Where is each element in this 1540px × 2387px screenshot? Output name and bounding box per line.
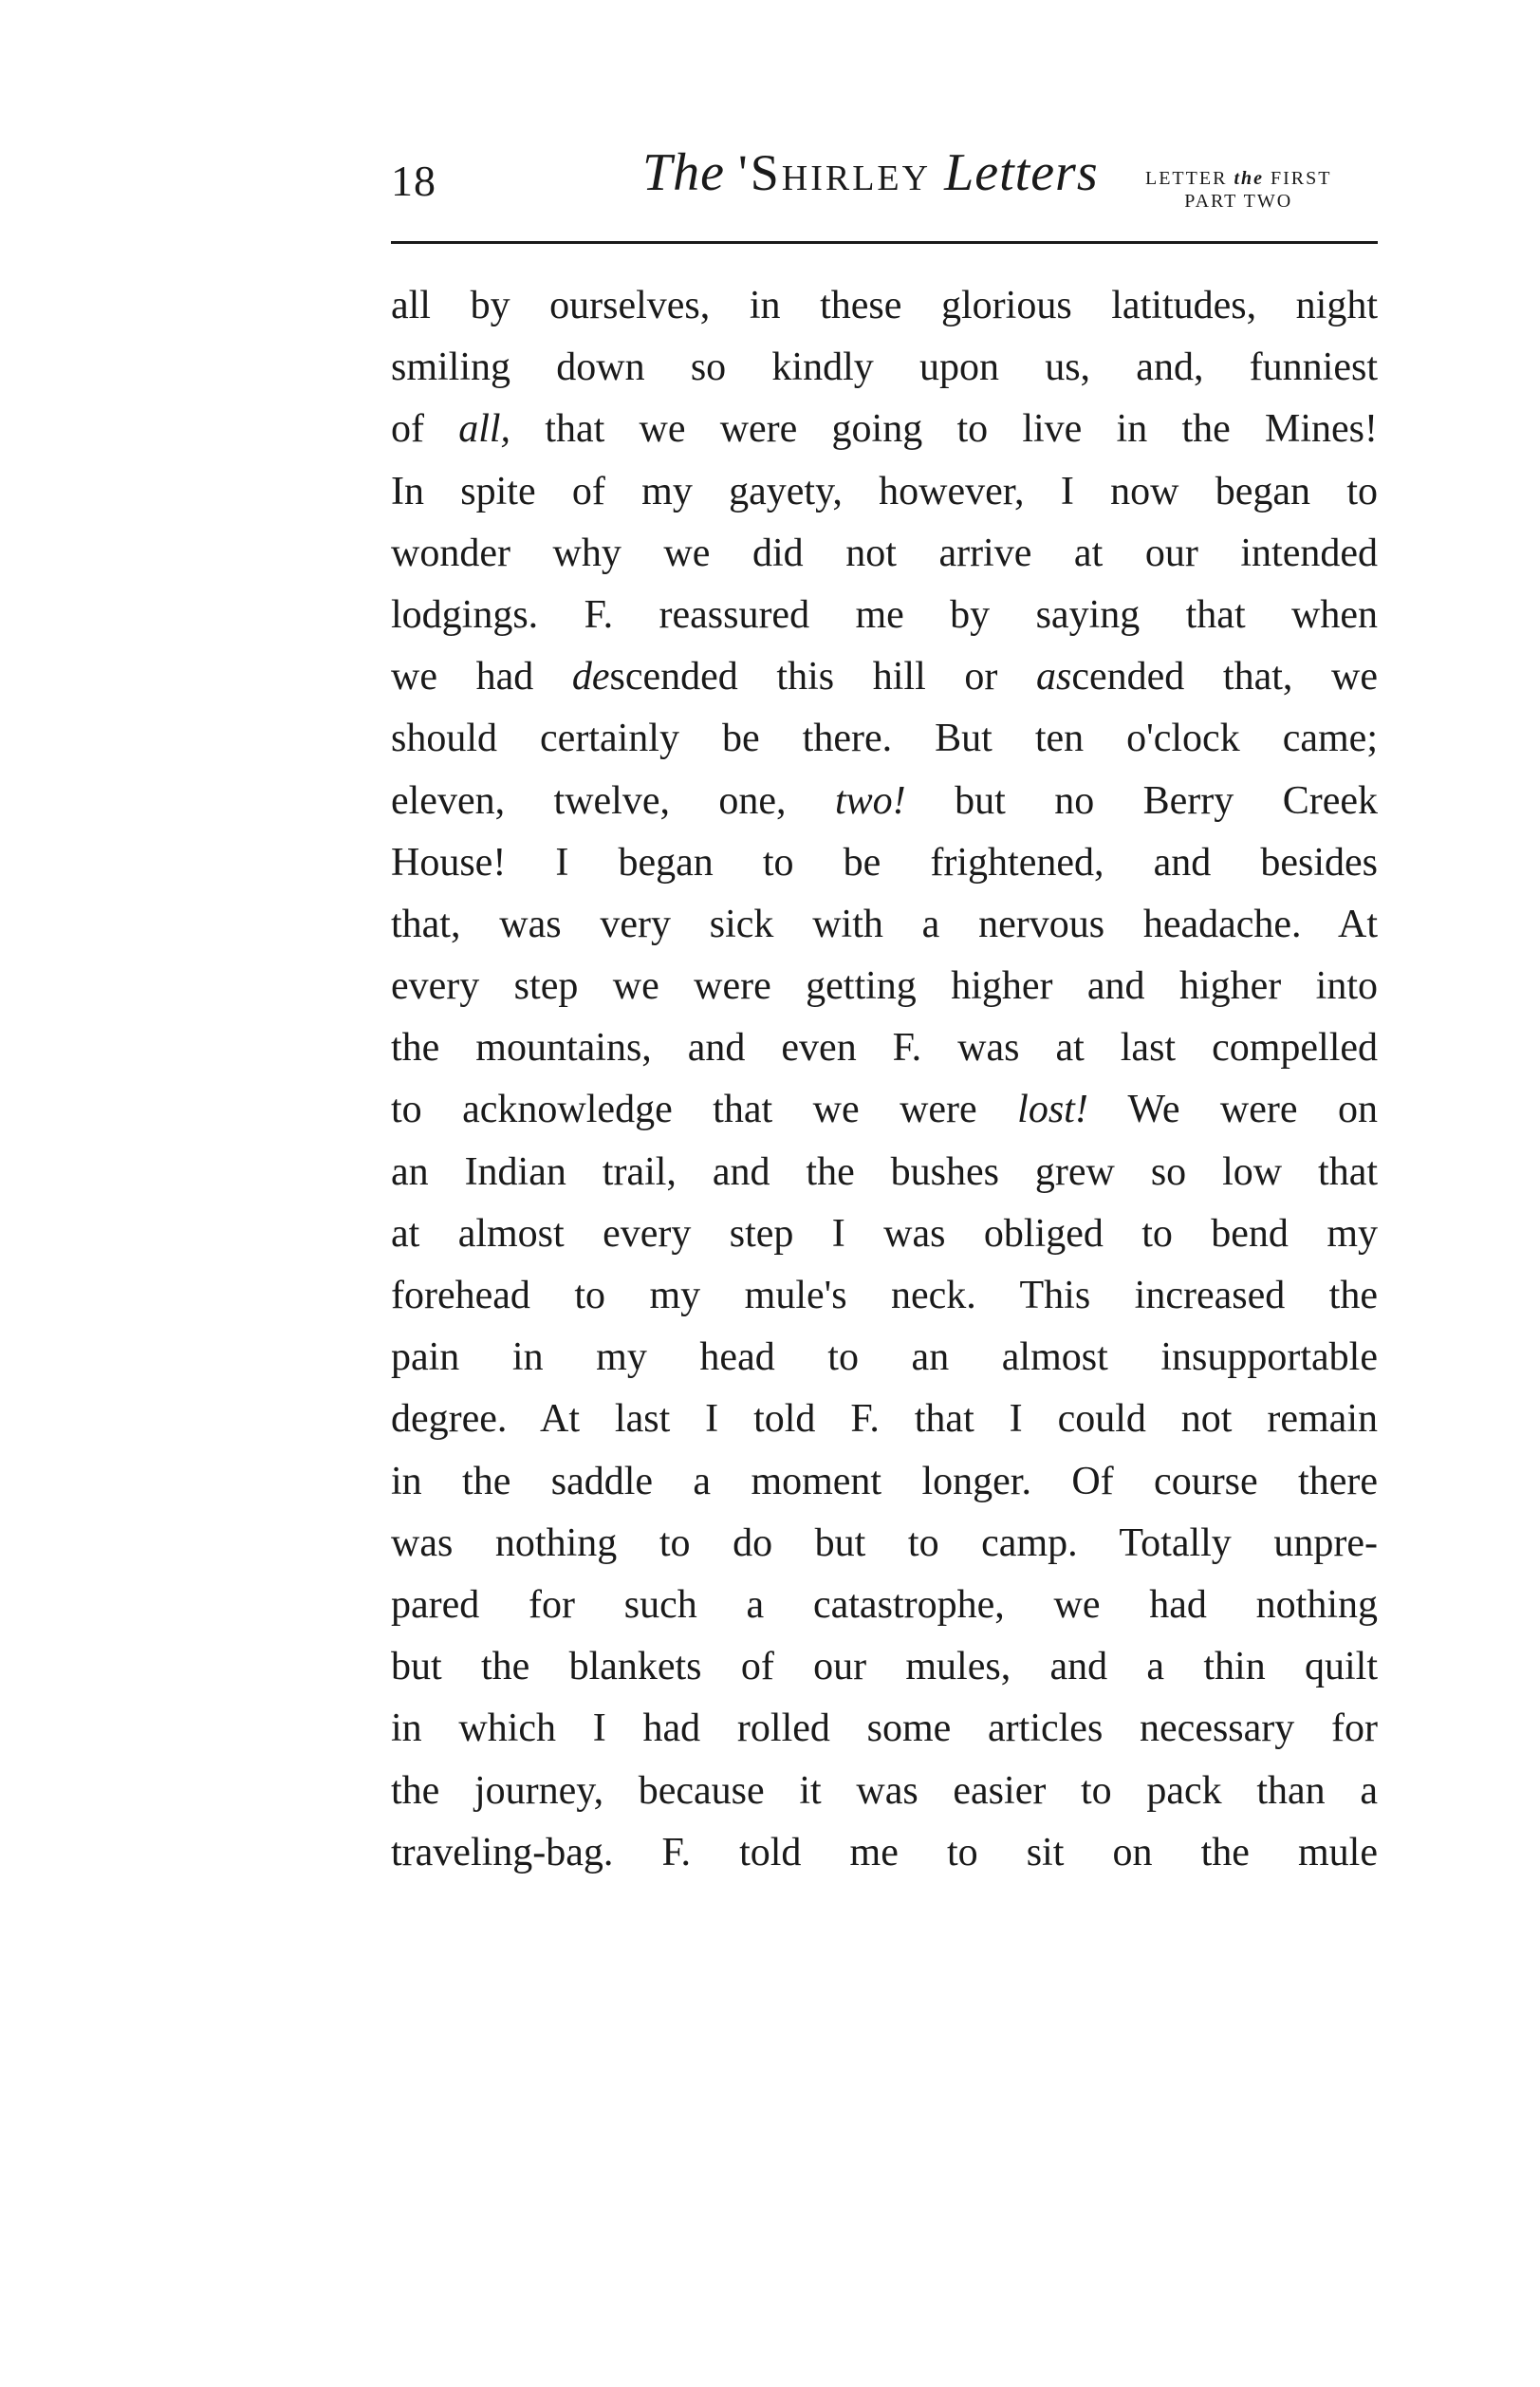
text-run: pared for such a catastrophe, we had nothing <box>391 1582 1378 1627</box>
italic-text-run: de <box>571 655 610 699</box>
section-label <box>1145 167 1331 213</box>
text-line <box>391 1079 1378 1141</box>
text-run: We were on <box>1087 1088 1378 1132</box>
text-run: the mountains, and even F. was at last compelled <box>391 1026 1378 1071</box>
text-line <box>391 894 1378 956</box>
text-line <box>391 585 1378 646</box>
text-run: of <box>391 407 459 452</box>
text-run: smiling down so kindly upon us, and, funniest <box>391 345 1378 390</box>
text-line <box>391 461 1378 523</box>
text-run: wonder why we did not arrive at our intended <box>391 531 1378 575</box>
text-run: to acknowledge that we were <box>391 1088 1018 1132</box>
text-line <box>391 275 1378 337</box>
page-number: 18 <box>391 157 436 205</box>
text-line <box>391 1451 1378 1513</box>
book-title <box>642 142 1099 203</box>
text-line <box>391 1761 1378 1822</box>
text-run: scended this hill or <box>609 655 1036 699</box>
text-line <box>391 523 1378 585</box>
text-line <box>391 1636 1378 1698</box>
text-run: that we were going to live in the Mines! <box>510 407 1378 452</box>
text-run: at almost every step I was obliged to bend my <box>391 1211 1378 1256</box>
section-label-line2: PART TWO <box>1184 191 1293 212</box>
text-run: was nothing to do but to camp. Totally unpre- <box>391 1520 1378 1565</box>
italic-text-run: as <box>1035 655 1072 699</box>
text-line <box>391 646 1378 708</box>
text-run: every step we were getting higher and higher into <box>391 964 1378 1009</box>
text-line <box>391 1389 1378 1450</box>
text-line <box>391 1017 1378 1079</box>
text-run: an Indian trail, and the bushes grew so low that <box>391 1149 1378 1194</box>
book-title-letters: Letters <box>944 143 1099 202</box>
text-line <box>391 1698 1378 1760</box>
text-line <box>391 1822 1378 1884</box>
section-label-letter: LETTER <box>1145 168 1228 189</box>
body-text <box>391 275 1378 1884</box>
text-run: cended that, we <box>1071 655 1378 699</box>
text-run: forehead to my mule's neck. This increased the <box>391 1274 1378 1317</box>
text-line <box>391 1513 1378 1575</box>
text-run: in the saddle a moment longer. Of course there <box>391 1459 1378 1503</box>
text-run: In spite of my gayety, however, I now began to <box>391 469 1378 513</box>
italic-text-run: lost! <box>1017 1088 1088 1132</box>
text-run: pain in my head to an almost insupportable <box>391 1335 1378 1380</box>
text-line <box>391 832 1378 894</box>
text-run: that, was very sick with a nervous headache. At <box>391 902 1378 946</box>
text-line <box>391 771 1378 832</box>
text-line <box>391 337 1378 399</box>
text-run: should certainly be there. But ten o'clock came; <box>391 717 1378 761</box>
text-run: traveling-bag. F. told me to sit on the mule <box>391 1830 1378 1874</box>
text-line <box>391 1327 1378 1389</box>
book-title-the: The <box>642 143 725 202</box>
text-line <box>391 956 1378 1017</box>
text-run: in which I had rolled some articles necessary for <box>391 1706 1378 1751</box>
section-label-the: the <box>1234 168 1264 189</box>
header-rule <box>391 241 1378 244</box>
text-line <box>391 708 1378 770</box>
text-run: but the blankets of our mules, and a thin quilt <box>391 1645 1378 1689</box>
running-head <box>391 142 1378 228</box>
text-line <box>391 1575 1378 1636</box>
text-line <box>391 1203 1378 1265</box>
text-line <box>391 1142 1378 1203</box>
text-run: House! I began to be frightened, and besides <box>391 840 1378 885</box>
text-run: all by ourselves, in these glorious latitudes, night <box>391 284 1378 327</box>
text-run: but no Berry Creek <box>905 778 1378 823</box>
text-run: eleven, twelve, one, <box>391 778 835 823</box>
italic-text-run: two! <box>835 778 906 823</box>
text-run: lodgings. F. reassured me by saying that when <box>391 592 1378 637</box>
section-label-first: FIRST <box>1271 168 1332 189</box>
text-run: the journey, because it was easier to pack than a <box>391 1768 1378 1813</box>
text-run: we had <box>391 655 572 699</box>
text-run: degree. At last I told F. that I could not remain <box>391 1397 1378 1442</box>
text-line <box>391 1265 1378 1327</box>
book-title-name: 'Shirley <box>738 144 932 201</box>
text-line <box>391 399 1378 460</box>
italic-text-run: all, <box>458 407 511 452</box>
section-label-line1 <box>1145 167 1331 190</box>
